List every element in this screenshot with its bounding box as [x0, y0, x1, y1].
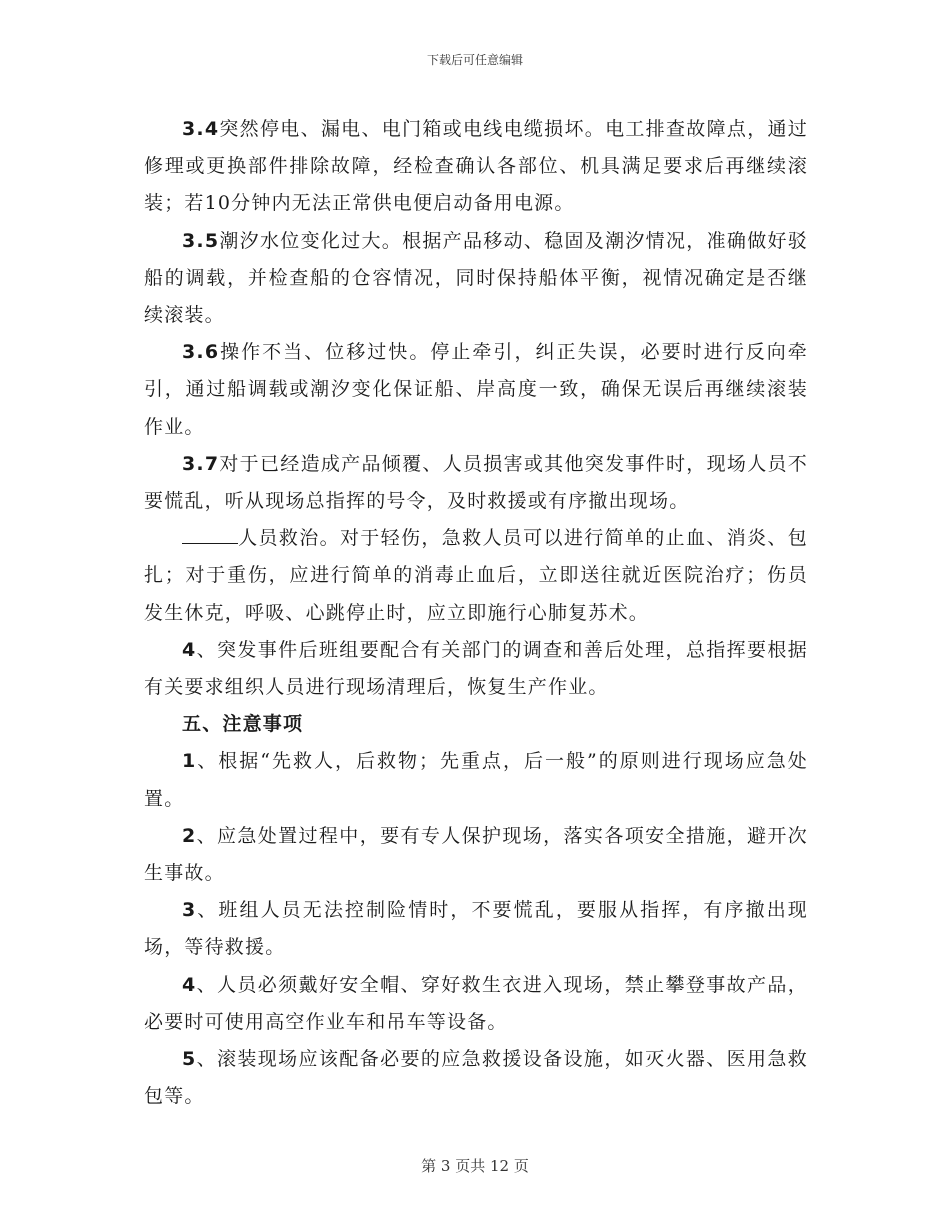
item-text: 、根据“先救人，后救物；先重点，后一般”的原则进行现场应急处置。	[144, 750, 808, 810]
clause-number: 3.6	[182, 341, 220, 364]
clause-number: 3.4	[182, 118, 220, 140]
notice-item-3	[144, 892, 808, 966]
paragraph-text: 对于已经造成产品倾覆、人员损害或其他突发事件时，现场人员不要慌乱，听从现场总指挥的号令，及时救援或有序撤出现场。	[144, 452, 808, 513]
item-number: 5	[182, 1048, 197, 1071]
item-number: 3	[182, 899, 197, 922]
blank-underline	[182, 523, 238, 544]
paragraph-3-5	[144, 223, 808, 335]
item-number: 1	[182, 750, 197, 773]
item-text: 、人员必须戴好安全帽、穿好救生衣进入现场，禁止攀登事故产品，必要时可使用高空作业车和吊车等设备。	[144, 973, 808, 1033]
paragraph-text: 人员救治。对于轻伤，急救人员可以进行简单的止血、消炎、包扎；对于重伤，应进行简单的消毒止血后，立即送往就近医院治疗；伤员发生休克，呼吸、心跳停止时，应立即施行心肺复苏术。	[144, 527, 808, 624]
paragraph-text: 操作不当、位移过快。停止牵引，纠正失误，必要时进行反向牵引，通过船调载或潮汐变化保证船、岸高度一致，确保无误后再继续滚装作业。	[144, 341, 808, 438]
paragraph-3-7	[144, 446, 808, 520]
item-text: 、滚装现场应该配备必要的应急救援设备设施，如灭火器、医用急救包等。	[144, 1048, 808, 1108]
paragraph-4	[144, 632, 808, 706]
clause-number: 3.7	[182, 452, 220, 475]
paragraph-text: 、突发事件后班组要配合有关部门的调查和善后处理，总指挥要根据有关要求组织人员进行现场清理后，恢复生产作业。	[144, 638, 808, 699]
page-footer: 第 3 页共 12 页	[421, 1157, 529, 1175]
page-header: 下载后可任意编辑	[426, 53, 523, 67]
notice-item-2	[144, 818, 808, 892]
notice-item-5	[144, 1041, 808, 1115]
paragraph-text: 潮汐水位变化过大。根据产品移动、稳固及潮汐情况，准确做好驳船的调载，并检查船的仓容情况，同时保持船体平衡，视情况确定是否继续滚装。	[144, 229, 808, 327]
paragraph-text: 突然停电、漏电、电门箱或电线电缆损坏。电工排查故障点，通过修理或更换部件排除故障，经检查确认各部位、机具满足要求后再继续滚装；若10分钟内无法正常供电便启动备用电源。	[144, 118, 808, 215]
document-body	[144, 111, 808, 1115]
paragraph-rescue	[144, 520, 808, 632]
item-text: 、班组人员无法控制险情时，不要慌乱，要服从指挥，有序撤出现场，等待救援。	[144, 899, 808, 959]
item-number: 2	[182, 824, 197, 847]
clause-number: 3.5	[182, 229, 220, 252]
paragraph-3-6	[144, 334, 808, 446]
item-number: 4	[182, 973, 197, 996]
section-heading: 五、注意事项	[182, 713, 304, 736]
item-text: 、应急处置过程中，要有专人保护现场，落实各项安全措施，避开次生事故。	[144, 824, 808, 885]
notice-item-1	[144, 743, 808, 817]
paragraph-3-4	[144, 111, 808, 223]
clause-number: 4	[182, 638, 197, 661]
notice-item-4	[144, 967, 808, 1041]
